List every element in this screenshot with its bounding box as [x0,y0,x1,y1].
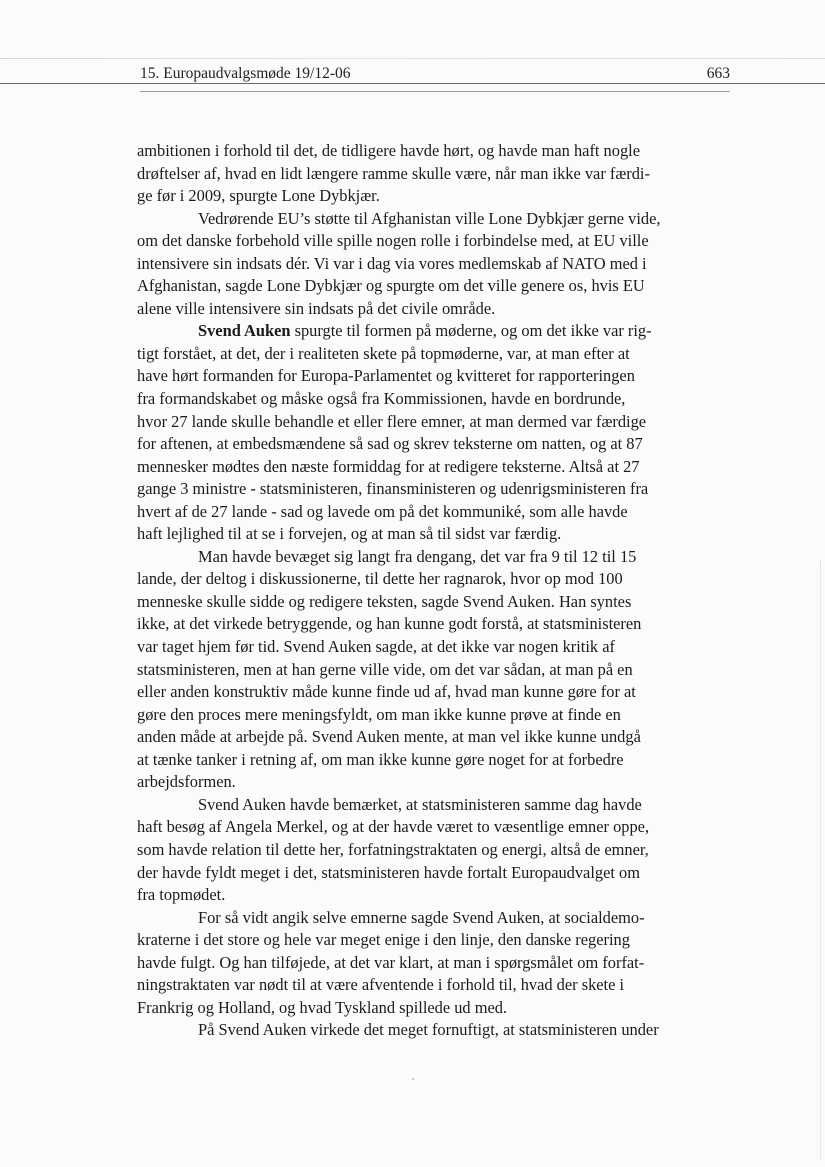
line-text: gange 3 ministre - statsministeren, finansministeren og udenrigsministeren fra [137,479,649,499]
text-line [137,907,730,930]
line-text: haft besøg af Angela Merkel, og at der havde været to væsentlige emner oppe, [137,817,650,837]
line-text: Man havde bevæget sig langt fra dengang, det var fra 9 til 12 til 15 [198,546,637,566]
text-line [137,411,730,434]
line-text: spurgte til formen på møderne, og om det ikke var rig- [290,321,652,341]
line-text: have hørt formanden for Europa-Parlamentet og kvitteret for rapporteringen [137,366,635,386]
text-line [137,884,730,907]
text-line [137,365,730,388]
line-text: gøre den proces mere meningsfyldt, om man ikke kunne prøve at finde en [137,704,621,724]
line-text: ningstraktaten var nødt til at være afventende i forhold til, hvad der skete i [137,975,625,995]
text-line [137,501,730,524]
line-text: statsministeren, men at han gerne ville vide, om det var sådan, at man på en [137,659,633,679]
text-line [137,185,730,208]
line-text: mennesker mødtes den næste formiddag for at redigere teksterne. Altså at 27 [137,456,640,476]
scan-speck [412,1078,414,1080]
text-line [137,253,730,276]
section-title: 15. Europaudvalgsmøde 19/12-06 [140,65,351,82]
line-text: Vedrørende EU’s støtte til Afghanistan ville Lone Dybkjær gerne vide, [198,208,661,228]
body-text [137,140,730,1042]
text-line [137,613,730,636]
line-text: hvert af de 27 lande - sad og lavede om på det kommuniké, som alle havde [137,501,628,521]
line-text: intensivere sin indsats dér. Vi var i dag via vores medlemskab af NATO med i [137,253,647,273]
line-text: alene ville intensivere sin indsats på det civile område. [137,298,496,318]
text-line [137,726,730,749]
text-line [137,974,730,997]
text-line [137,546,730,569]
text-line [137,388,730,411]
text-line [137,1019,730,1042]
text-line [137,275,730,298]
line-text: ge før i 2009, spurgte Lone Dybkjær. [137,186,380,206]
text-line [137,636,730,659]
text-line [137,456,730,479]
scan-border-top [0,58,825,59]
line-text: arbejdsformen. [137,772,236,792]
speaker-name: Svend Auken [198,321,291,341]
text-line [137,320,730,343]
line-text: haft lejlighed til at se i forvejen, og at man så til sidst var færdig. [137,524,562,544]
text-line [137,794,730,817]
line-text: fra formandskabet og måske også fra Kommissionen, havde en bordrunde, [137,389,626,409]
line-text: drøftelser af, hvad en lidt længere ramme skulle være, når man ikke var færdi- [137,163,650,183]
text-line [137,591,730,614]
text-line [137,862,730,885]
line-text: at tænke tanker i retning af, om man ikke kunne gøre noget for at forbedre [137,749,624,769]
text-line [137,816,730,839]
text-line [137,749,730,772]
text-line [137,771,730,794]
page-number: 663 [706,65,730,82]
text-line [137,997,730,1020]
line-text: eller anden konstruktiv måde kunne finde ud af, hvad man kunne gøre for at [137,682,636,702]
line-text: for aftenen, at embedsmændene så sad og skrev teksterne om natten, og at 87 [137,434,643,454]
line-text: som havde relation til dette her, forfatningstraktaten og energi, altså de emner, [137,839,649,859]
line-text: Svend Auken havde bemærket, at statsministeren samme dag havde [198,794,642,814]
text-line [137,952,730,975]
text-line [137,929,730,952]
line-text: var taget hjem før tid. Svend Auken sagde, at det ikke var nogen kritik af [137,637,615,657]
line-text: kraterne i det store og hele var meget enige i den linje, den danske regering [137,930,630,950]
text-line [137,704,730,727]
line-text: ikke, at det virkede betryggende, og han kunne godt forstå, at statsministeren [137,614,642,634]
text-line [137,230,730,253]
text-line [137,839,730,862]
line-text: om det danske forbehold ville spille nogen rolle i forbindelse med, at EU ville [137,231,649,251]
text-line [137,523,730,546]
text-line [137,659,730,682]
line-text: menneske skulle sidde og redigere teksten, sagde Svend Auken. Han syntes [137,591,632,611]
text-line [137,208,730,231]
line-text: hvor 27 lande skulle behandle et eller flere emner, at man dermed var færdige [137,411,647,431]
line-text: lande, der deltog i diskussionerne, til dette her ragnarok, hvor op mod 100 [137,569,623,589]
running-header [140,60,730,84]
line-text: For så vidt angik selve emnerne sagde Svend Auken, at socialdemo- [198,907,645,927]
header-rule [0,83,825,84]
text-line [137,163,730,186]
line-text: Frankrig og Holland, og hvad Tyskland spillede ud med. [137,997,508,1017]
line-text: der havde fyldt meget i det, statsministeren havde fortalt Europaudvalget om [137,862,640,882]
line-text: havde fulgt. Og han tilføjede, at det var klart, at man i spørgsmålet om forfat- [137,952,645,972]
line-text: tigt forstået, at det, der i realiteten skete på topmøderne, var, at man efter at [137,343,630,363]
line-text: Afghanistan, sagde Lone Dybkjær og spurgte om det ville genere os, hvis EU [137,276,645,296]
text-line [137,433,730,456]
text-line [137,343,730,366]
scan-border-right [819,560,821,1160]
text-line [137,298,730,321]
line-text: ambitionen i forhold til det, de tidligere havde hørt, og havde man haft nogle [137,141,640,160]
line-text: fra topmødet. [137,885,226,905]
text-line [137,478,730,501]
line-text: anden måde at arbejde på. Svend Auken mente, at man vel ikke kunne undgå [137,727,641,747]
line-text: På Svend Auken virkede det meget fornuftigt, at statsministeren under [198,1020,659,1040]
text-line [137,140,730,163]
text-line [137,681,730,704]
header-rule-secondary [140,91,730,92]
text-line [137,568,730,591]
